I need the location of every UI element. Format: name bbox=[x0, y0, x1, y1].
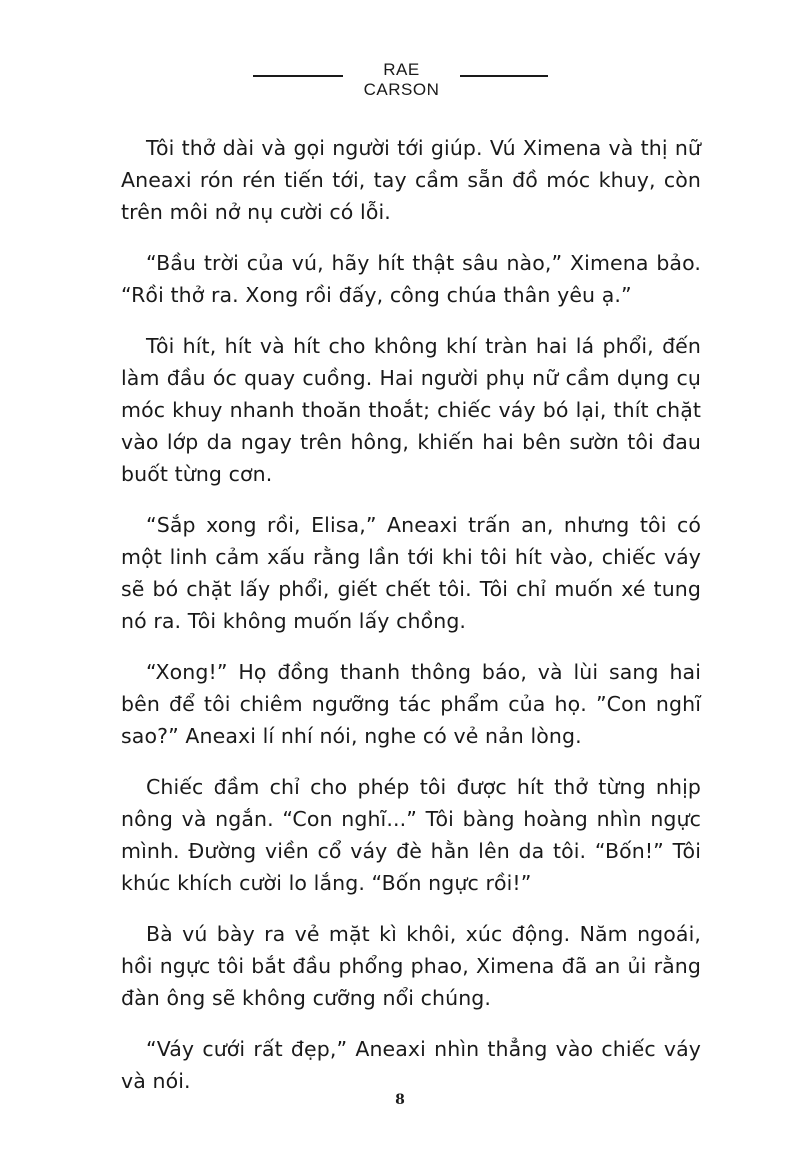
header-rule-right bbox=[460, 75, 548, 77]
paragraph: Tôi hít, hít và hít cho không khí tràn hai lá phổi, đến làm đầu óc quay cuồng. Hai người phụ nữ cầm dụng cụ móc khuy nhanh thoăn thoắt; chiếc váy bó lại, thít chặt vào lớp da ngay trên hông, khiến hai bên sườn tôi đau buốt từng cơn. bbox=[121, 334, 701, 486]
paragraph: “Bầu trời của vú, hãy hít thật sâu nào,” Ximena bảo. “Rồi thở ra. Xong rồi đấy, công chúa thân yêu ạ.” bbox=[121, 251, 701, 307]
paragraph: “Xong!” Họ đồng thanh thông báo, và lùi sang hai bên để tôi chiêm ngưỡng tác phẩm của họ. ”Con nghĩ sao?” Aneaxi lí nhí nói, nghe có vẻ nản lòng. bbox=[121, 660, 701, 748]
paragraph: Chiếc đầm chỉ cho phép tôi được hít thở từng nhịp nông và ngắn. “Con nghĩ...” Tôi bàng hoàng nhìn ngực mình. Đường viền cổ váy đè hằn lên da tôi. “Bốn!” Tôi khúc khích cười lo lắng. “Bốn ngực rồi!” bbox=[121, 775, 701, 895]
page-number: 8 bbox=[395, 1092, 405, 1108]
page-body bbox=[121, 132, 701, 1116]
paragraph: Bà vú bày ra vẻ mặt kì khôi, xúc động. Năm ngoái, hồi ngực tôi bắt đầu phổng phao, Ximena đã an ủi rằng đàn ông sẽ không cưỡng nổi chúng. bbox=[121, 922, 701, 1010]
paragraph: Tôi thở dài và gọi người tới giúp. Vú Ximena và thị nữ Aneaxi rón rén tiến tới, tay cầm sẵn đồ móc khuy, còn trên môi nở nụ cười có lỗi. bbox=[121, 136, 701, 224]
paragraph: “Váy cưới rất đẹp,” Aneaxi nhìn thẳng vào chiếc váy và nói. bbox=[121, 1037, 701, 1093]
header-rule-left bbox=[253, 75, 343, 77]
header-author: RAE CARSON bbox=[363, 60, 440, 99]
running-header bbox=[0, 58, 800, 99]
paragraph: “Sắp xong rồi, Elisa,” Aneaxi trấn an, nhưng tôi có một linh cảm xấu rằng lần tới khi tôi hít vào, chiếc váy sẽ bó chặt lấy phổi, giết chết tôi. Tôi chỉ muốn xé tung nó ra. Tôi không muốn lấy chồng. bbox=[121, 513, 701, 633]
